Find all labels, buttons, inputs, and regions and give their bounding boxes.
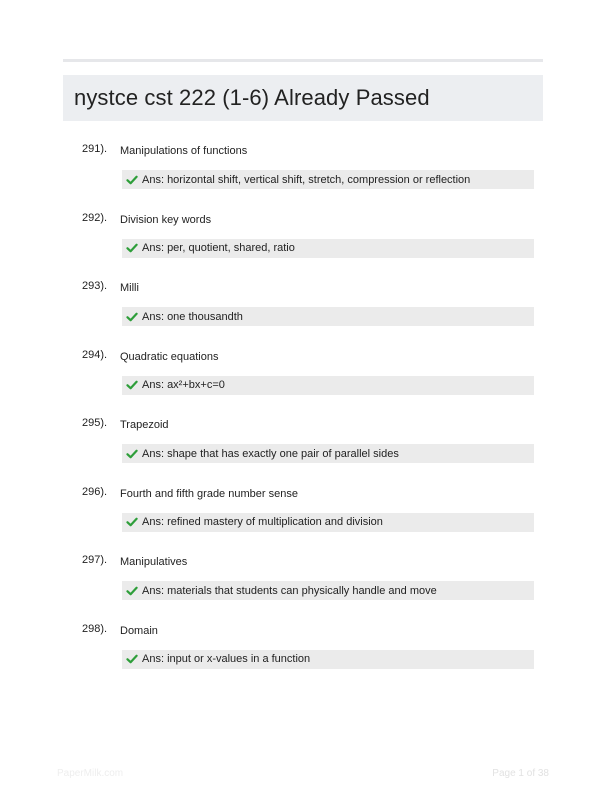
question-text: Domain bbox=[120, 624, 158, 637]
answer-text: Ans: materials that students can physically handle and move bbox=[142, 584, 437, 597]
answer-box bbox=[122, 444, 534, 463]
question-number: 294). bbox=[82, 348, 108, 361]
check-icon bbox=[126, 653, 138, 665]
question-text: Fourth and fifth grade number sense bbox=[120, 487, 298, 500]
answer-text: Ans: per, quotient, shared, ratio bbox=[142, 242, 295, 254]
question-text: Manipulations of functions bbox=[120, 145, 248, 157]
qa-item bbox=[63, 143, 543, 212]
question-number: 296). bbox=[82, 485, 108, 498]
qa-item bbox=[63, 554, 543, 623]
qa-item bbox=[63, 280, 543, 349]
answer-text: Ans: refined mastery of multiplication and division bbox=[142, 516, 383, 528]
question-text: Quadratic equations bbox=[120, 350, 219, 363]
qa-item bbox=[63, 212, 543, 281]
qa-item bbox=[63, 486, 543, 555]
answer-box bbox=[122, 650, 534, 669]
answer-box bbox=[122, 376, 534, 395]
qa-item bbox=[63, 417, 543, 486]
top-divider bbox=[63, 59, 543, 62]
answer-text: Ans: shape that has exactly one pair of parallel sides bbox=[142, 447, 399, 460]
answer-box bbox=[122, 307, 534, 326]
qa-item bbox=[63, 349, 543, 418]
question-text: Milli bbox=[120, 282, 139, 294]
question-number: 293). bbox=[82, 280, 108, 292]
check-icon bbox=[126, 379, 138, 391]
answer-text: Ans: one thousandth bbox=[142, 310, 243, 323]
check-icon bbox=[126, 448, 138, 460]
answer-text: Ans: input or x-values in a function bbox=[142, 653, 311, 665]
answer-text: Ans: ax²+bx+c=0 bbox=[142, 379, 225, 391]
question-text: Division key words bbox=[120, 213, 212, 226]
answer-box bbox=[122, 581, 534, 600]
question-number: 297). bbox=[82, 554, 108, 566]
question-text: Trapezoid bbox=[120, 419, 169, 431]
footer-watermark: PaperMilk.com bbox=[57, 768, 124, 779]
answer-text: Ans: horizontal shift, vertical shift, stretch, compression or reflection bbox=[142, 173, 471, 186]
answer-box bbox=[122, 170, 534, 189]
qa-item bbox=[63, 623, 543, 692]
question-number: 295). bbox=[82, 417, 108, 429]
title-banner bbox=[63, 75, 543, 121]
question-number: 292). bbox=[82, 211, 108, 224]
check-icon bbox=[126, 516, 138, 528]
answer-box bbox=[122, 513, 534, 532]
check-icon bbox=[126, 311, 138, 323]
question-text: Manipulatives bbox=[120, 556, 188, 568]
page-indicator: Page 1 of 38 bbox=[492, 768, 549, 779]
check-icon bbox=[126, 174, 138, 186]
document-title: nystce cst 222 (1-6) Already Passed bbox=[74, 85, 430, 110]
check-icon bbox=[126, 585, 138, 597]
check-icon bbox=[126, 242, 138, 254]
answer-box bbox=[122, 239, 534, 258]
question-number: 298). bbox=[82, 622, 108, 635]
qa-list bbox=[63, 143, 543, 691]
question-number: 291). bbox=[82, 143, 108, 155]
